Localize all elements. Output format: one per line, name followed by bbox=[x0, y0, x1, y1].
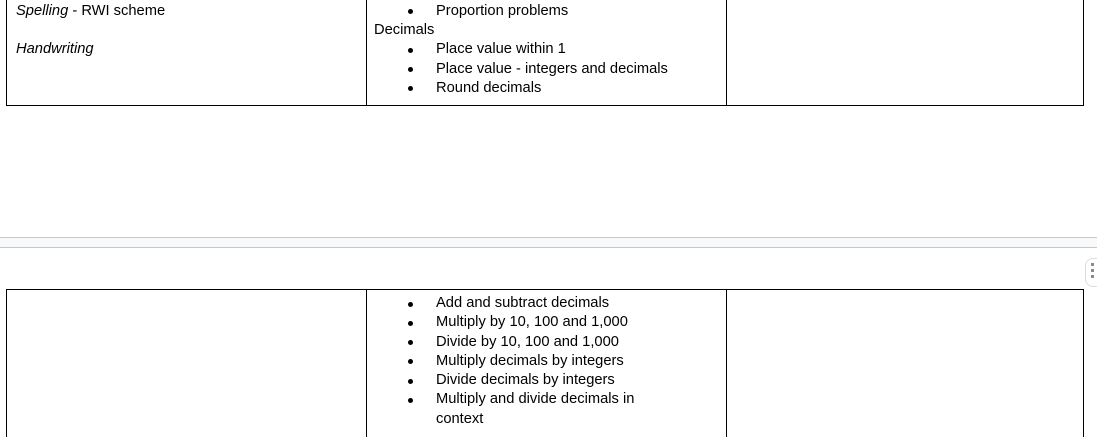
list-item: Proportion problems bbox=[367, 2, 726, 21]
list-item: Add and subtract decimals bbox=[367, 294, 677, 313]
decimals-heading: Decimals bbox=[374, 22, 435, 39]
spelling-scheme-text: - RWI scheme bbox=[68, 3, 166, 19]
cell-maths-topics-top[interactable] bbox=[367, 0, 727, 105]
handwriting-label: Handwriting bbox=[16, 40, 94, 57]
page-break-gap bbox=[0, 237, 1097, 248]
maths-topics-content bbox=[367, 0, 726, 98]
cell-maths-topics-bottom[interactable] bbox=[367, 290, 727, 437]
list-item: Multiply decimals by integers bbox=[367, 352, 677, 371]
list-item: Multiply and divide decimals in context bbox=[367, 390, 677, 429]
curriculum-table-bottom bbox=[6, 289, 1084, 437]
ratio-list bbox=[367, 0, 726, 21]
spelling-paragraph bbox=[16, 2, 366, 21]
more-options-icon bbox=[1086, 259, 1097, 278]
list-item: Round decimals bbox=[367, 79, 726, 98]
decimals-list bbox=[367, 40, 726, 98]
list-item: Divide decimals by integers bbox=[367, 371, 677, 390]
cell-empty-top-right[interactable] bbox=[727, 0, 1083, 105]
list-item: Multiply by 10, 100 and 1,000 bbox=[367, 313, 677, 332]
curriculum-table-top bbox=[6, 0, 1084, 106]
spelling-label: Spelling bbox=[16, 3, 69, 19]
list-item: Place value - integers and decimals bbox=[367, 60, 726, 79]
cell-empty-bottom-right[interactable] bbox=[727, 290, 1083, 437]
floating-more-button[interactable] bbox=[1085, 258, 1097, 287]
decimals-operations-list bbox=[367, 294, 726, 429]
cell-english-subjects[interactable] bbox=[7, 0, 367, 105]
list-item: Place value within 1 bbox=[367, 40, 726, 59]
cell-empty-bottom-left[interactable] bbox=[7, 290, 367, 437]
list-item: Divide by 10, 100 and 1,000 bbox=[367, 333, 677, 352]
